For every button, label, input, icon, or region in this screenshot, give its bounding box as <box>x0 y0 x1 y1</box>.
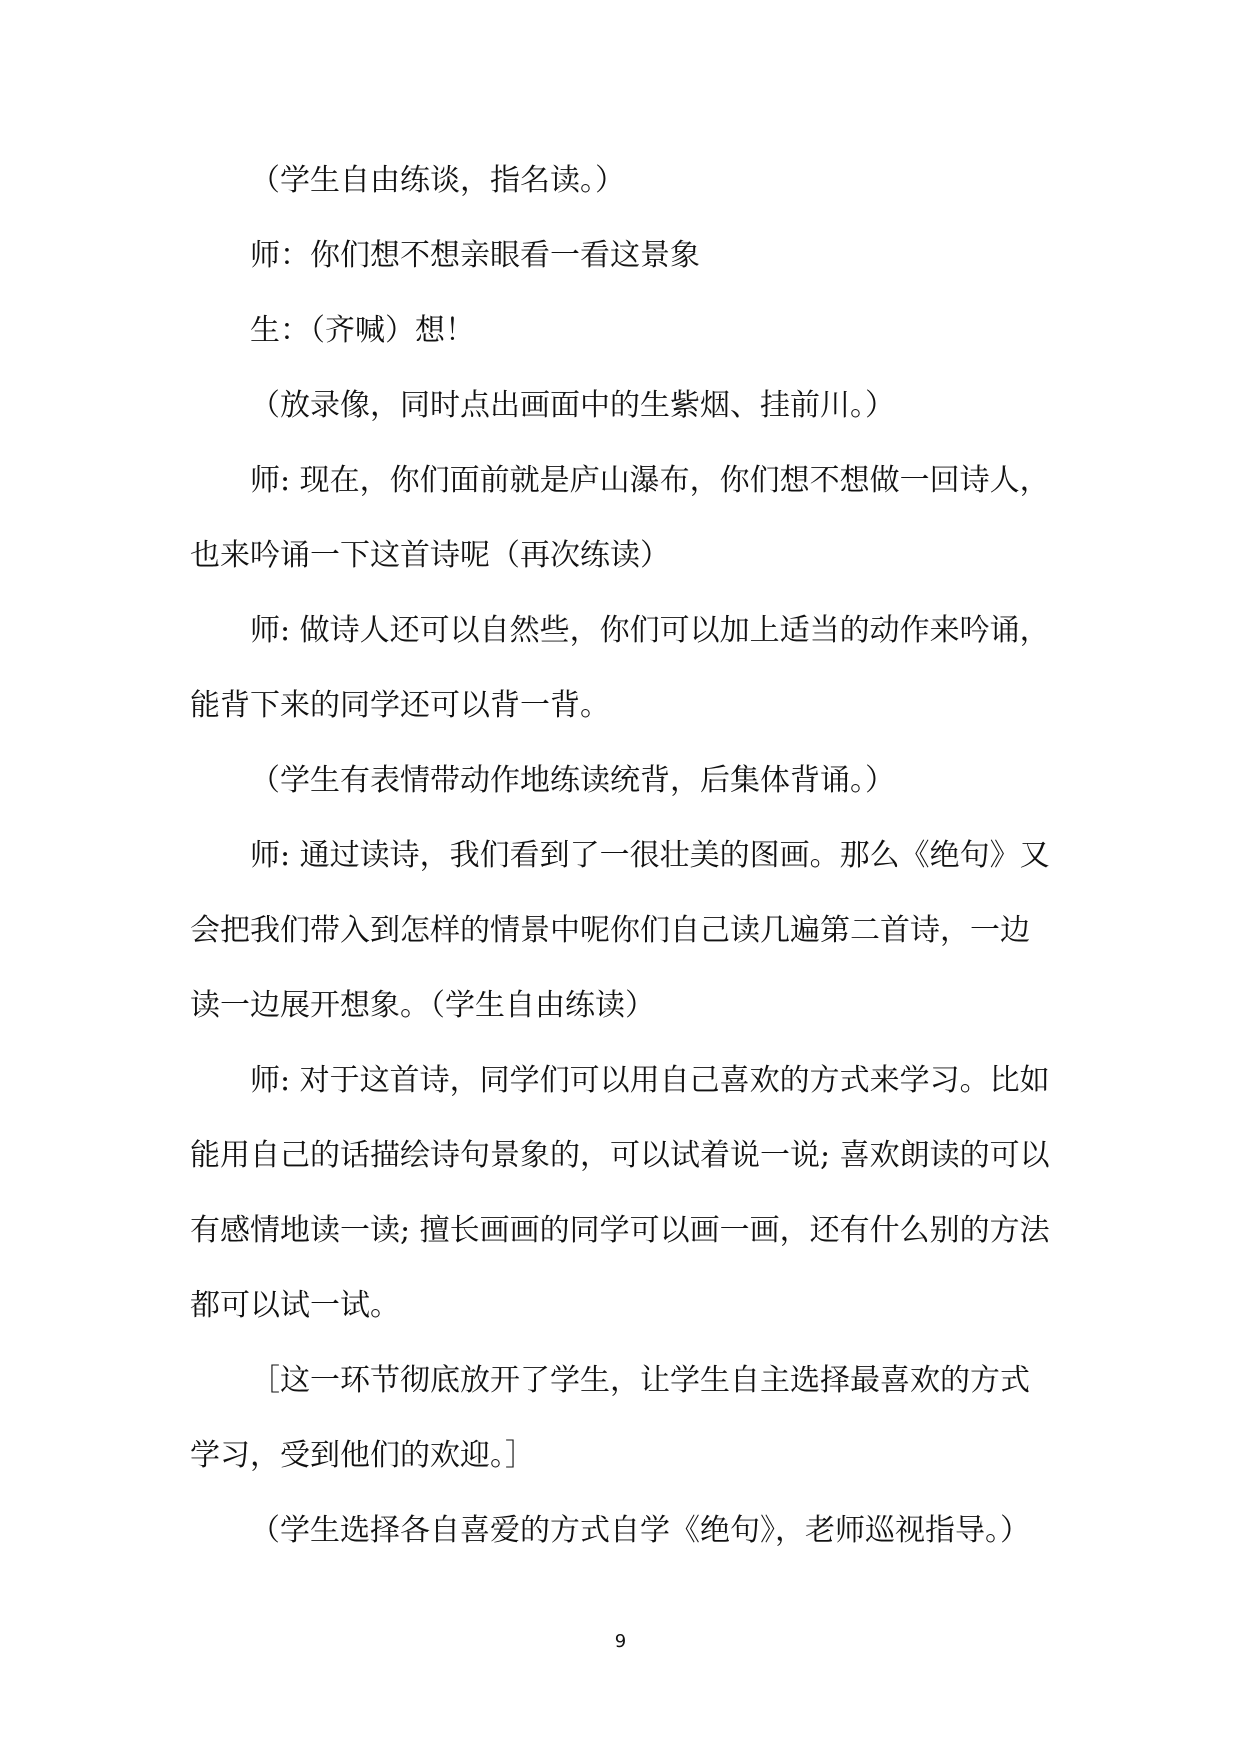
paragraph: 师: 对于这首诗，同学们可以用自己喜欢的方式来学习。比如能用自己的话描绘诗句景象的，可以试着说一说; 喜欢朗读的可以有感情地读一读; 擅长画画的同学可以画一画，还有什么别的方法都可以试一试。 <box>190 1063 1050 1323</box>
page-number: 9 <box>614 1631 627 1652</box>
paragraph: 师：你们想不想亲眼看一看这景象 <box>250 238 700 273</box>
paragraph: （学生自由练谈，指名读。） <box>250 163 625 198</box>
paragraph: （学生选择各自喜爱的方式自学《绝句》，老师巡视指导。） <box>250 1513 1030 1548</box>
paragraph: ［这一环节彻底放开了学生，让学生自主选择最喜欢的方式学习，受到他们的欢迎。］ <box>190 1363 1030 1473</box>
paragraph: 师: 通过读诗，我们看到了一很壮美的图画。那么《绝句》又会把我们带入到怎样的情景中呢你们自己读几遍第二首诗，一边读一边展开想象。（学生自由练读） <box>190 838 1050 1023</box>
paragraph: （放录像，同时点出画面中的生紫烟、挂前川。） <box>250 388 895 423</box>
paragraph: 师: 做诗人还可以自然些，你们可以加上适当的动作来吟诵，能背下来的同学还可以背一背。 <box>190 613 1050 723</box>
paragraph: （学生有表情带动作地练读统背，后集体背诵。） <box>250 763 895 798</box>
paragraph: 生：（齐喊）想！ <box>250 313 475 348</box>
paragraph: 师: 现在，你们面前就是庐山瀑布，你们想不想做一回诗人，也来吟诵一下这首诗呢（再次练读） <box>190 463 1050 573</box>
document-body <box>190 143 1058 1568</box>
